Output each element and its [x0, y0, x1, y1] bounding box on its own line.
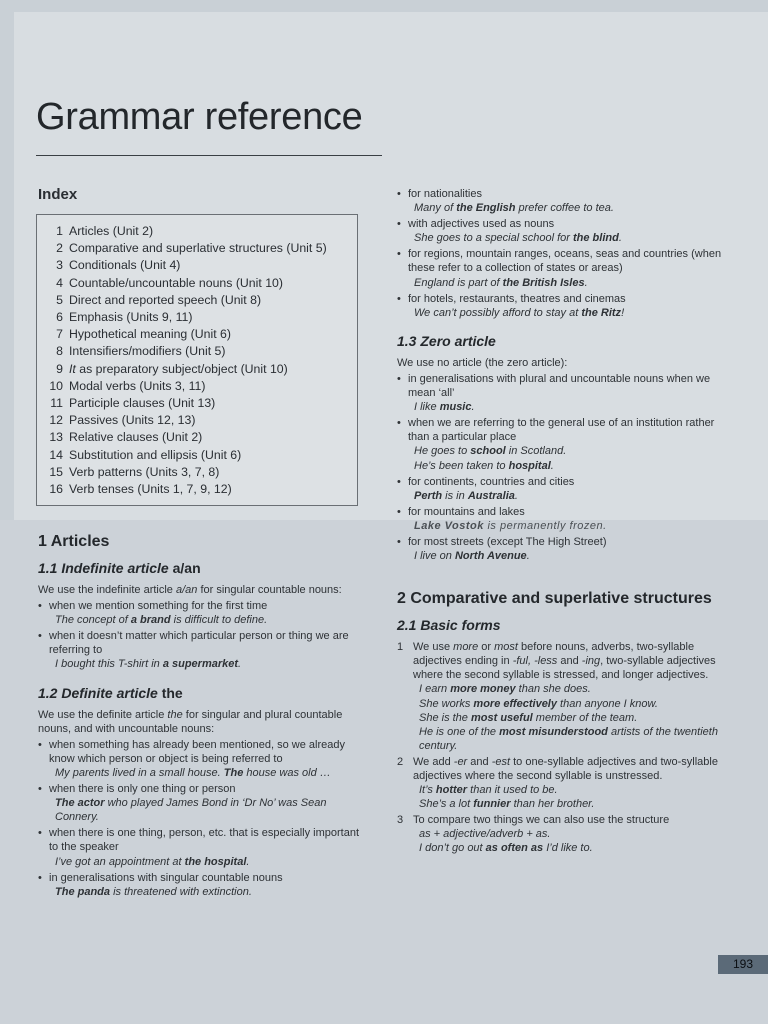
list-item	[397, 416, 727, 472]
example: Lake Vostok is permanently frozen.	[414, 519, 607, 532]
example: I earn more money than she does.	[419, 683, 591, 696]
intro-text: We use the indefinite article	[38, 584, 176, 596]
index-number: 14	[49, 447, 63, 462]
example: She’s a lot funnier than her brother.	[419, 798, 595, 811]
example: It’s hotter than it used to be.	[419, 784, 558, 797]
rule-text: We use more or most before nouns, adverbs, two-syllable adjectives ending in -ful, -less and -ing, two-syllable adjectives where the second syllable is stressed, and longer adjectives.	[413, 641, 716, 682]
section-1-1-heading	[38, 559, 360, 577]
item-number: 2	[397, 755, 404, 768]
list-item	[38, 599, 360, 627]
index-number: 6	[56, 310, 63, 325]
section-1-2-heading	[38, 684, 360, 702]
example: She is the most useful member of the team.	[419, 711, 638, 724]
index-label: Countable/uncountable nouns (Unit 10)	[69, 275, 283, 290]
index-box	[36, 214, 358, 506]
list-item	[38, 871, 360, 899]
index-item	[37, 395, 357, 412]
definite-article-list-continued	[397, 187, 727, 320]
index-number: 8	[56, 344, 63, 359]
index-label: Substitution and ellipsis (Unit 6)	[69, 447, 242, 462]
page-title: Grammar reference	[36, 96, 363, 138]
index-label: Relative clauses (Unit 2)	[69, 430, 203, 445]
list-item	[397, 372, 727, 414]
example: She goes to a special school for the blind.	[414, 232, 622, 245]
index-item	[37, 343, 357, 360]
page-number: 193	[718, 955, 768, 974]
section-2-heading: 2 Comparative and superlative structures	[397, 590, 712, 608]
index-number: 11	[50, 396, 63, 411]
index-number: 7	[56, 327, 63, 342]
list-item	[397, 640, 727, 753]
index-number: 2	[56, 241, 63, 256]
example: My parents lived in a small house. The house was old …	[55, 766, 331, 779]
section-2-1-list	[397, 640, 727, 855]
rule-text: We add -er and -est to one-syllable adjectives and two-syllable adjectives where the second syllable is unstressed.	[413, 755, 718, 782]
index-item	[37, 447, 357, 464]
structure-formula: as + adjective/adverb + as.	[419, 828, 551, 841]
index-number: 10	[49, 378, 63, 393]
intro-text: for singular and plural countable nouns, and with uncountable nouns:	[38, 708, 343, 735]
list-item	[38, 738, 360, 780]
item-number: 1	[397, 641, 404, 654]
rule-text: with adjectives used as nouns	[408, 218, 555, 231]
section-2-1-heading: 2.1 Basic forms	[397, 617, 501, 634]
index-number: 16	[49, 482, 63, 497]
intro-text: We use the definite article	[38, 708, 168, 721]
list-item	[397, 187, 727, 215]
index-label: Modal verbs (Units 3, 11)	[69, 378, 206, 393]
example: Perth is in Australia.	[414, 489, 518, 502]
example: The actor who played James Bond in ‘Dr No’ was Sean Connery.	[55, 797, 327, 824]
index-item	[37, 223, 357, 240]
list-item	[397, 755, 727, 811]
rule-text: when we are referring to the general use of an institution rather than a particular place	[408, 417, 715, 444]
intro-term: the	[167, 708, 183, 721]
rule-text: when there is one thing, person, etc. that is especially important to the speaker	[49, 827, 360, 854]
section-1-2-intro	[38, 708, 360, 736]
section-1-1-list	[38, 599, 360, 671]
example: I like music.	[414, 401, 475, 414]
example: The panda is threatened with extinction.	[55, 885, 252, 898]
list-item	[38, 629, 360, 671]
index-label: Conditionals (Unit 4)	[69, 258, 181, 273]
list-item	[397, 813, 727, 855]
index-item	[37, 429, 357, 446]
index-label: Passives (Units 12, 13)	[69, 413, 196, 428]
example: We can’t possibly afford to stay at the Ritz!	[414, 306, 625, 319]
list-item	[397, 292, 727, 320]
index-label: Articles (Unit 2)	[69, 224, 154, 238]
index-number: 15	[49, 464, 63, 479]
list-item	[397, 535, 727, 563]
index-item	[37, 378, 357, 395]
index-label: as preparatory subject/object (Unit 10)	[75, 361, 288, 376]
index-label: Comparative and superlative structures (Unit 5)	[69, 241, 327, 256]
example: He goes to school in Scotland.	[414, 445, 567, 458]
rule-text: for regions, mountain ranges, oceans, seas and countries (when these refer to a collection of states or areas)	[408, 248, 722, 275]
index-list	[37, 223, 357, 498]
index-label: Verb tenses (Units 1, 7, 9, 12)	[69, 482, 232, 497]
example: She works more effectively than anyone I know.	[419, 697, 658, 710]
index-item	[37, 257, 357, 274]
item-number: 3	[397, 814, 404, 827]
list-item	[38, 826, 360, 868]
section-1-3-list	[397, 372, 727, 563]
section-1-1-intro	[38, 583, 360, 597]
list-item	[397, 217, 727, 245]
index-label: Direct and reported speech (Unit 8)	[69, 292, 262, 307]
index-item	[37, 309, 357, 326]
rule-text: in generalisations with plural and uncountable nouns when we mean ‘all’	[408, 372, 711, 400]
list-item	[397, 475, 727, 503]
rule-text: when we mention something for the first time	[49, 600, 268, 613]
index-item	[37, 326, 357, 343]
index-number: 4	[56, 275, 63, 290]
intro-text: for singular countable nouns:	[197, 584, 342, 596]
heading-text: 1.2 Definite article	[38, 684, 162, 701]
example: I don’t go out as often as I’d like to.	[419, 842, 593, 855]
rule-text: when it doesn’t matter which particular person or thing we are referring to	[49, 630, 349, 657]
example: I’ve got an appointment at the hospital.	[55, 855, 250, 868]
list-item	[397, 247, 727, 289]
index-item	[37, 412, 357, 429]
intro-term: a/an	[175, 584, 198, 596]
heading-term: the	[161, 684, 183, 701]
index-number: 13	[49, 430, 63, 445]
rule-text: To compare two things we can also use the structure	[413, 814, 670, 827]
index-item	[37, 275, 357, 292]
index-item	[37, 361, 357, 378]
list-item	[38, 782, 360, 824]
heading-text: 1.1 Indefinite article	[38, 560, 173, 576]
index-label: Emphasis (Units 9, 11)	[69, 310, 193, 325]
index-label: Verb patterns (Units 3, 7, 8)	[69, 464, 220, 479]
section-1-3-intro: We use no article (the zero article):	[397, 356, 568, 369]
index-label: Hypothetical meaning (Unit 6)	[69, 327, 231, 342]
list-item	[397, 505, 727, 533]
rule-text: for most streets (except The High Street)	[408, 535, 607, 548]
index-item	[37, 464, 357, 481]
index-heading: Index	[38, 186, 78, 203]
example: I bought this T-shirt in a supermarket.	[55, 658, 242, 671]
rule-text: for nationalities	[408, 188, 482, 200]
index-item	[37, 481, 357, 498]
example: Many of the English prefer coffee to tea.	[414, 202, 614, 215]
example: He’s been taken to hospital.	[414, 459, 554, 472]
index-number: 5	[56, 292, 63, 307]
rule-text: in generalisations with singular countable nouns	[49, 871, 283, 884]
index-number: 12	[49, 413, 63, 428]
title-rule	[36, 155, 382, 156]
left-column	[38, 532, 360, 901]
index-number: 9	[56, 361, 63, 376]
rule-text: for continents, countries and cities	[408, 475, 575, 488]
heading-term: a/an	[172, 560, 201, 576]
index-number: 1	[56, 224, 63, 238]
rule-text: for hotels, restaurants, theatres and cinemas	[408, 292, 626, 305]
example: The concept of a brand is difficult to define.	[55, 614, 268, 627]
index-number: 3	[56, 258, 63, 273]
index-term: It	[69, 361, 76, 376]
right-column	[397, 187, 727, 858]
index-item	[37, 292, 357, 309]
index-label: Intensifiers/modifiers (Unit 5)	[69, 344, 226, 359]
rule-text: when something has already been mentioned, so we already know which person or object is being referred to	[49, 738, 345, 765]
section-1-2-list	[38, 738, 360, 899]
example: He is one of the most misunderstood artists of the twentieth century.	[419, 725, 718, 752]
section-1-3-heading: 1.3 Zero article	[397, 332, 496, 349]
rule-text: for mountains and lakes	[408, 505, 525, 518]
index-item	[37, 240, 357, 257]
index-label: Participle clauses (Unit 13)	[69, 396, 216, 411]
section-1-heading: 1 Articles	[38, 533, 110, 550]
rule-text: when there is only one thing or person	[49, 783, 236, 796]
example: I live on North Avenue.	[414, 550, 530, 563]
example: England is part of the British Isles.	[414, 276, 588, 289]
